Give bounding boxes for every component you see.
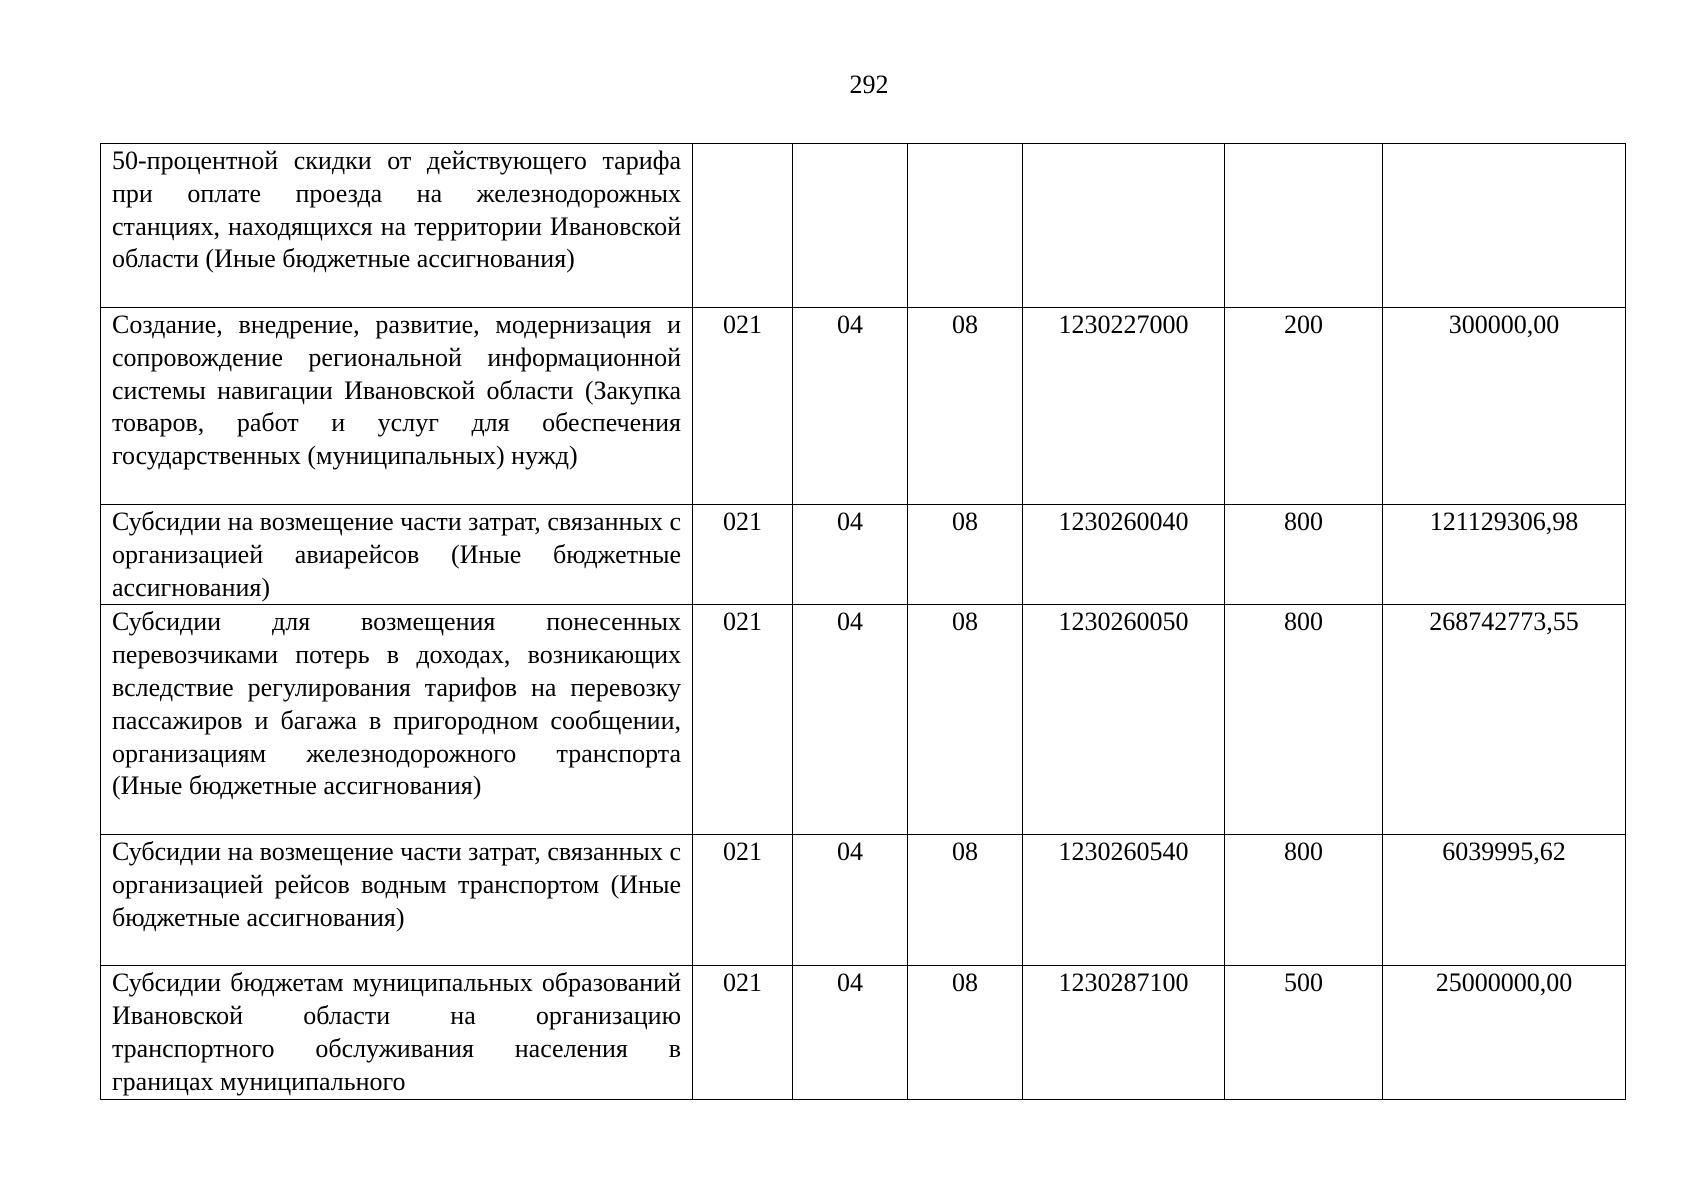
row-description: Субсидии для возмещения понесенных перевозчиками потерь в доходах, возникающих вследствие регулирования тарифов на перевозку пассажиров и багажа в пригородном сообщении, организациям железнодорожного транспорта (Иные бюджетные ассигнования) xyxy=(101,605,693,835)
amount: 6039995,62 xyxy=(1383,835,1626,966)
expense-type-code: 200 xyxy=(1225,308,1383,505)
amount: 25000000,00 xyxy=(1383,966,1626,1099)
budget-table xyxy=(100,143,1626,1100)
table-row xyxy=(101,144,1626,308)
expense-type-code: 500 xyxy=(1225,966,1383,1099)
subsection-code: 08 xyxy=(908,308,1023,505)
amount xyxy=(1383,144,1626,308)
subsection-code: 08 xyxy=(908,605,1023,835)
table-row xyxy=(101,605,1626,835)
target-article-code: 1230287100 xyxy=(1023,966,1225,1099)
row-description: Создание, внедрение, развитие, модернизация и сопровождение региональной информационной системы навигации Ивановской области (Закупка товаров, работ и услуг для обеспечения государственных (муниципальных) нужд) xyxy=(101,308,693,505)
subsection-code: 08 xyxy=(908,505,1023,605)
target-article-code: 1230260540 xyxy=(1023,835,1225,966)
subsection-code: 08 xyxy=(908,966,1023,1099)
section-code: 04 xyxy=(793,966,908,1099)
target-article-code: 1230260040 xyxy=(1023,505,1225,605)
expense-type-code: 800 xyxy=(1225,505,1383,605)
expense-type-code: 800 xyxy=(1225,605,1383,835)
section-code: 04 xyxy=(793,505,908,605)
amount: 121129306,98 xyxy=(1383,505,1626,605)
table-row xyxy=(101,308,1626,505)
ministry-code: 021 xyxy=(693,835,793,966)
section-code xyxy=(793,144,908,308)
table-row xyxy=(101,505,1626,605)
amount: 300000,00 xyxy=(1383,308,1626,505)
table-row xyxy=(101,835,1626,966)
table-row xyxy=(101,966,1626,1099)
ministry-code: 021 xyxy=(693,966,793,1099)
ministry-code: 021 xyxy=(693,308,793,505)
amount: 268742773,55 xyxy=(1383,605,1626,835)
section-code: 04 xyxy=(793,308,908,505)
row-description: Субсидии бюджетам муниципальных образований Ивановской области на организацию транспортного обслуживания населения в границах муниципального xyxy=(101,966,693,1099)
ministry-code: 021 xyxy=(693,605,793,835)
subsection-code: 08 xyxy=(908,835,1023,966)
expense-type-code xyxy=(1225,144,1383,308)
section-code: 04 xyxy=(793,835,908,966)
page-number: 292 xyxy=(849,70,889,99)
section-code: 04 xyxy=(793,605,908,835)
row-description: 50-процентной скидки от действующего тарифа при оплате проезда на железнодорожных станциях, находящихся на территории Ивановской области (Иные бюджетные ассигнования) xyxy=(101,144,693,308)
target-article-code: 1230260050 xyxy=(1023,605,1225,835)
row-description: Субсидии на возмещение части затрат, связанных с организацией рейсов водным транспортом (Иные бюджетные ассигнования) xyxy=(101,835,693,966)
target-article-code xyxy=(1023,144,1225,308)
ministry-code xyxy=(693,144,793,308)
ministry-code: 021 xyxy=(693,505,793,605)
row-description: Субсидии на возмещение части затрат, связанных с организацией авиарейсов (Иные бюджетные ассигнования) xyxy=(101,505,693,605)
expense-type-code: 800 xyxy=(1225,835,1383,966)
target-article-code: 1230227000 xyxy=(1023,308,1225,505)
subsection-code xyxy=(908,144,1023,308)
